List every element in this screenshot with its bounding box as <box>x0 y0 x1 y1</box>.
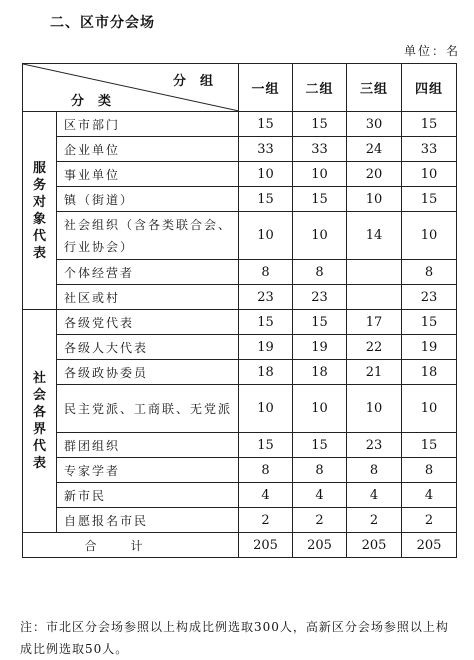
value-cell: 23 <box>239 285 293 310</box>
corner-cell <box>23 64 239 112</box>
category-label: 镇（街道） <box>57 187 239 212</box>
value-cell: 8 <box>347 458 402 483</box>
value-cell: 8 <box>293 260 347 285</box>
value-cell: 33 <box>239 137 293 162</box>
unit-label: 单位：名 <box>403 44 460 58</box>
value-cell: 23 <box>293 285 347 310</box>
table-row <box>23 310 457 335</box>
total-value-cell: 205 <box>347 533 402 558</box>
table-row <box>23 137 457 162</box>
value-cell: 21 <box>347 360 402 385</box>
value-cell: 15 <box>239 187 293 212</box>
table-row <box>23 162 457 187</box>
value-cell: 19 <box>239 335 293 360</box>
value-cell: 15 <box>239 433 293 458</box>
table-row <box>23 508 457 533</box>
value-cell: 15 <box>402 433 457 458</box>
category-label: 事业单位 <box>57 162 239 187</box>
group-label <box>23 310 57 533</box>
value-cell: 10 <box>239 212 293 260</box>
value-cell: 15 <box>293 310 347 335</box>
category-label: 民主党派、工商联、无党派 <box>57 385 239 433</box>
value-cell: 20 <box>347 162 402 187</box>
corner-bottom-label: 分类 <box>71 94 126 109</box>
value-cell: 2 <box>239 508 293 533</box>
value-cell: 23 <box>402 285 457 310</box>
table-row <box>23 433 457 458</box>
column-header-4: 四组 <box>402 64 457 112</box>
value-cell: 14 <box>347 212 402 260</box>
value-cell: 18 <box>402 360 457 385</box>
category-label: 自愿报名市民 <box>57 508 239 533</box>
value-cell <box>347 285 402 310</box>
value-cell: 30 <box>347 112 402 137</box>
value-cell: 10 <box>402 162 457 187</box>
value-cell: 15 <box>402 187 457 212</box>
value-cell: 24 <box>347 137 402 162</box>
value-cell: 15 <box>239 112 293 137</box>
table-row <box>23 212 457 260</box>
column-header-1: 一组 <box>239 64 293 112</box>
value-cell: 18 <box>239 360 293 385</box>
column-header-3: 三组 <box>347 64 402 112</box>
allocation-table <box>22 63 457 558</box>
corner-top-label: 分组 <box>173 74 228 89</box>
value-cell: 10 <box>347 187 402 212</box>
value-cell <box>347 260 402 285</box>
value-cell: 18 <box>293 360 347 385</box>
value-cell: 19 <box>402 335 457 360</box>
value-cell: 19 <box>293 335 347 360</box>
value-cell: 2 <box>293 508 347 533</box>
category-label: 各级政协委员 <box>57 360 239 385</box>
category-label: 区市部门 <box>57 112 239 137</box>
section-title: 二、区市分会场 <box>50 15 155 31</box>
group-label <box>23 112 57 310</box>
header-row <box>23 64 457 112</box>
value-cell: 10 <box>293 385 347 433</box>
value-cell: 15 <box>293 187 347 212</box>
total-row <box>23 533 457 558</box>
category-label: 各级人大代表 <box>57 335 239 360</box>
value-cell: 2 <box>402 508 457 533</box>
value-cell: 10 <box>239 162 293 187</box>
group-label-text: 服务对象代表 <box>32 160 46 261</box>
table-row <box>23 385 457 433</box>
category-label: 群团组织 <box>57 433 239 458</box>
value-cell: 10 <box>293 162 347 187</box>
category-label: 个体经营者 <box>57 260 239 285</box>
value-cell: 22 <box>347 335 402 360</box>
value-cell: 10 <box>239 385 293 433</box>
footnote: 注：市北区分会场参照以上构成比例选取300人，高新区分会场参照以上构成比例选取50人。 <box>20 620 449 656</box>
value-cell: 4 <box>402 483 457 508</box>
value-cell: 8 <box>402 260 457 285</box>
category-label: 社区或村 <box>57 285 239 310</box>
table-row <box>23 187 457 212</box>
value-cell: 10 <box>293 212 347 260</box>
group-label-text: 社会各界代表 <box>32 371 46 471</box>
value-cell: 4 <box>293 483 347 508</box>
value-cell: 8 <box>293 458 347 483</box>
value-cell: 23 <box>347 433 402 458</box>
value-cell: 4 <box>239 483 293 508</box>
table-row <box>23 483 457 508</box>
total-value-cell: 205 <box>402 533 457 558</box>
category-label: 新市民 <box>57 483 239 508</box>
value-cell: 33 <box>293 137 347 162</box>
value-cell: 33 <box>402 137 457 162</box>
value-cell: 15 <box>402 112 457 137</box>
value-cell: 2 <box>347 508 402 533</box>
category-label: 各级党代表 <box>57 310 239 335</box>
table-row <box>23 335 457 360</box>
table-row <box>23 112 457 137</box>
category-label: 企业单位 <box>57 137 239 162</box>
value-cell: 8 <box>239 458 293 483</box>
value-cell: 10 <box>347 385 402 433</box>
total-value-cell: 205 <box>239 533 293 558</box>
column-header-2: 二组 <box>293 64 347 112</box>
value-cell: 8 <box>239 260 293 285</box>
value-cell: 10 <box>402 385 457 433</box>
value-cell: 15 <box>239 310 293 335</box>
value-cell: 17 <box>347 310 402 335</box>
total-value-cell: 205 <box>293 533 347 558</box>
table-row <box>23 285 457 310</box>
value-cell: 15 <box>402 310 457 335</box>
value-cell: 10 <box>402 212 457 260</box>
value-cell: 15 <box>293 112 347 137</box>
value-cell: 8 <box>402 458 457 483</box>
category-label: 专家学者 <box>57 458 239 483</box>
value-cell: 15 <box>293 433 347 458</box>
table-row <box>23 360 457 385</box>
category-label: 社会组织（含各类联合会、行业协会） <box>57 212 239 260</box>
value-cell: 4 <box>347 483 402 508</box>
table-row <box>23 260 457 285</box>
table-row <box>23 458 457 483</box>
total-label: 合计 <box>23 533 239 558</box>
